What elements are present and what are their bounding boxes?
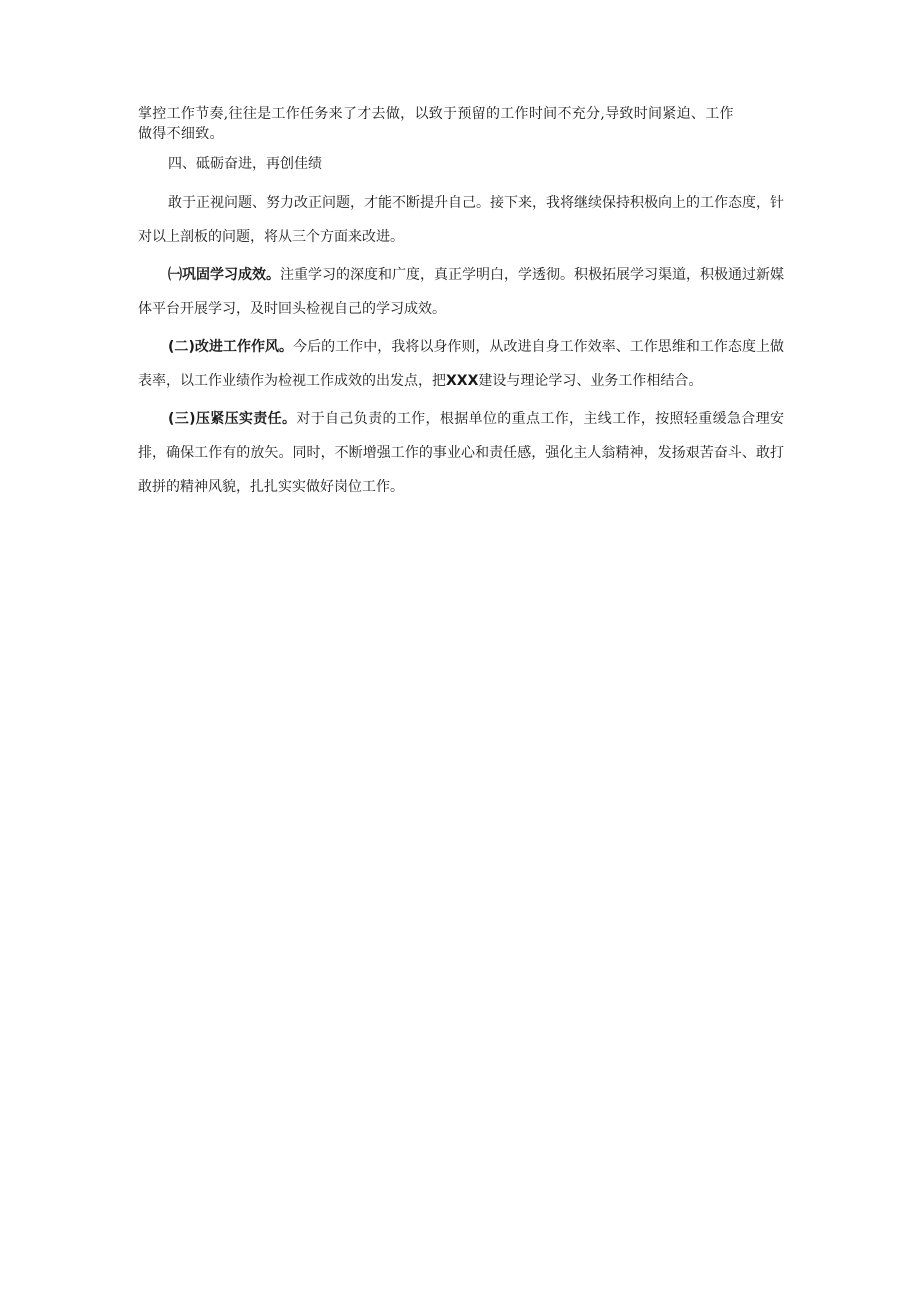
paragraph-item-2 [138,330,784,398]
paragraph-improvement-intro: 敢于正视问题、努力改正问题，才能不断提升自己。接下来，我将继续保持积极向上的工作态度，针对以上剖板的问题，将从三个方面来改进。 [138,195,784,245]
intro-line-2: 做得不细致。 [138,126,224,142]
item-2-body-before: 今后的工作中，我将以身作则，从改进自身工作效率、工作思维和工作态度上做表率，以工作业绩作为检视工作成效的出发点，把 [138,339,785,389]
item-2-title: (二)改进工作作风。 [168,339,294,355]
paragraph-item-3 [138,402,784,504]
item-2-highlight: XXX [446,373,479,389]
intro-paragraph [138,104,784,144]
paragraph-item-1 [138,258,784,326]
item-1-body: 注重学习的深度和广度，真正学明白，学透彻。积极拓展学习渠道，积极通过新媒体平台开展学习，及时回头检视自己的学习成效。 [138,267,784,317]
item-1-title: ㈠巩固学习成效。 [168,267,280,283]
item-3-title: (三)压紧压实责任。 [168,411,297,427]
item-3-body: 对于自己负责的工作，根据单位的重点工作，主线工作，按照轻重缓急合理安排，确保工作有的放矢。同时，不断增强工作的事业心和责任感，强化主人翁精神，发扬艰苦奋斗、敢打敢拼的精神风貌，扎扎实实做好岗位工作。 [138,411,785,495]
document-page [138,104,784,504]
item-2-body-after: 建设与理论学习、业务工作相结合。 [478,373,703,389]
section-heading: 四、砥砺奋进，再创佳绩 [168,156,322,172]
intro-line-1: 掌控工作节奏,往往是工作任务来了才去做，以致于预留的工作时间不充分,导致时间紧迫、工作 [138,106,734,122]
